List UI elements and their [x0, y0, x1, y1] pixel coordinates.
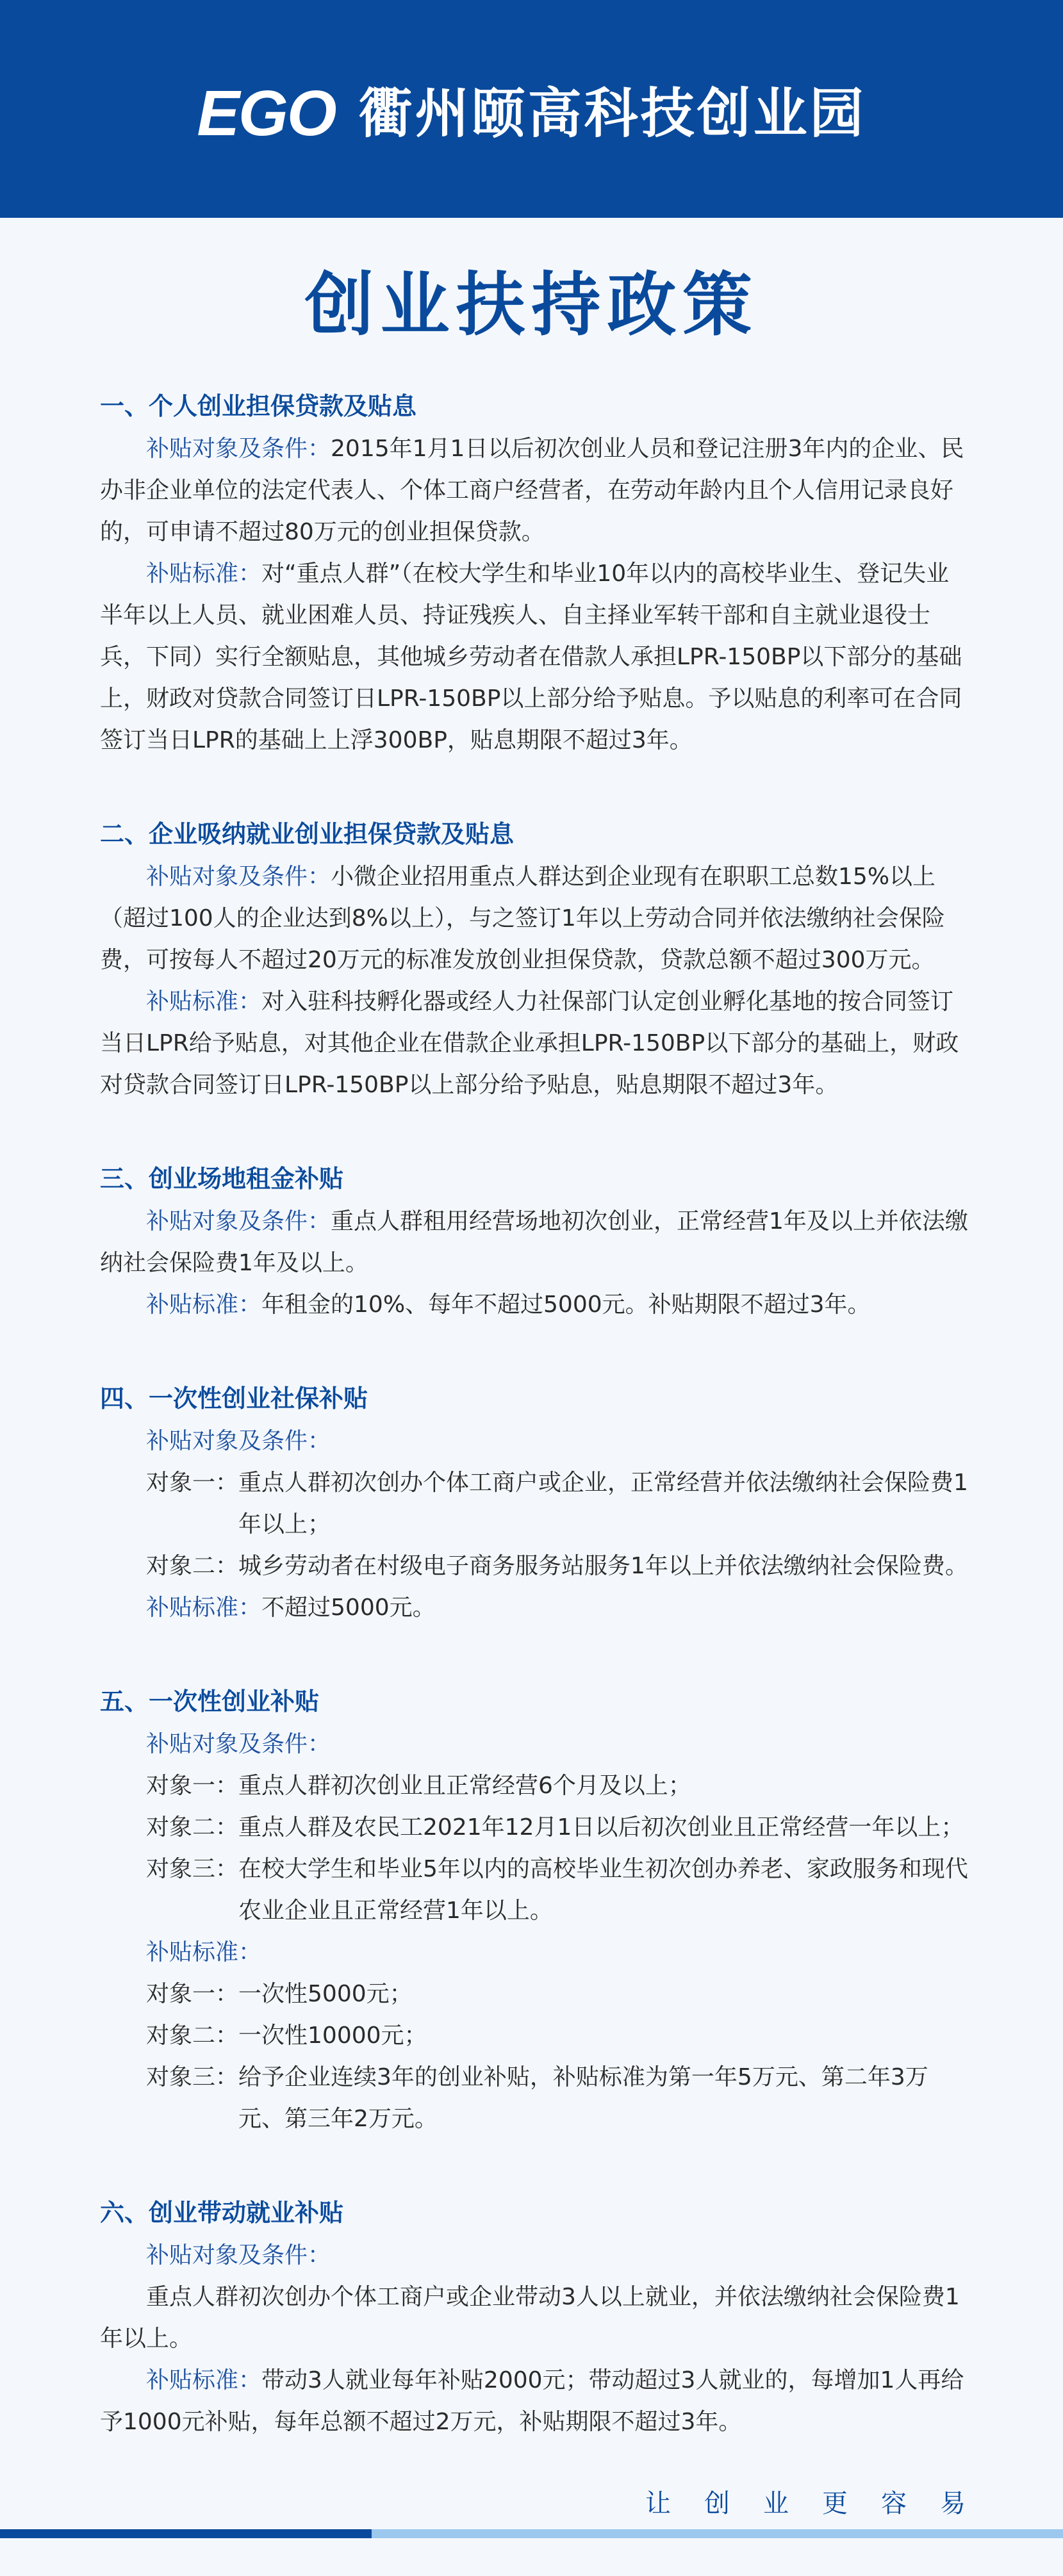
standard-item	[100, 2015, 971, 2056]
section-title: 五、一次性创业补贴	[100, 1687, 320, 1716]
standard-text: 对“重点人群”（在校大学生和毕业10年以内的高校毕业生、登记失业半年以上人员、就业困难人员、持证残疾人、自主择业军转干部和自主就业退役士兵，下同）实行全额贴息，其他城乡劳动者在借款人承担LPR-150BP以下部分的基础上，财政对贷款合同签订日LPR-150BP以上部分给予贴息。予以贴息的利率可在合同签订当日LPR的基础上上浮300BP，贴息期限不超过3年。	[100, 561, 962, 753]
standard-label: 补贴标准：	[146, 2367, 262, 2393]
standard-label: 补贴标准：	[146, 1292, 262, 1318]
section-3	[100, 1157, 971, 1325]
object-label: 对象一：	[146, 1773, 239, 1799]
object-item	[100, 1545, 971, 1587]
logo-text: 衢州颐高科技创业园	[358, 82, 866, 145]
policy-content	[100, 384, 971, 2494]
condition-text: 2015年1月1日以后初次创业人员和登记注册3年内的企业、民办非企业单位的法定代表人、个体工商户经营者，在劳动年龄内且个人信用记录良好的，可申请不超过80万元的创业担保贷款。	[100, 436, 964, 545]
object-item	[100, 1807, 971, 1848]
condition-text: 重点人群租用经营场地初次创业，正常经营1年及以上并依法缴纳社会保险费1年及以上。	[100, 1208, 968, 1276]
section-title: 四、一次性创业社保补贴	[100, 1384, 368, 1413]
object-text: 一次性5000元；	[238, 1981, 413, 2007]
condition-label: 补贴对象及条件：	[146, 1428, 331, 1454]
object-item	[100, 1848, 971, 1932]
standard-paragraph	[100, 553, 971, 761]
standard-paragraph	[100, 2359, 971, 2443]
condition-text: 小微企业招用重点人群达到企业现有在职职工总数15%以上（超过100人的企业达到8%以上），与之签订1年以上劳动合同并依法缴纳社会保险费，可按每人不超过20万元的标准发放创业担保贷款，贷款总额不超过300万元。	[100, 864, 945, 973]
condition-label: 补贴对象及条件：	[146, 2242, 331, 2268]
page-title: 创业扶持政策	[304, 265, 759, 345]
object-label: 对象一：	[146, 1981, 239, 2007]
object-text: 重点人群及农民工2021年12月1日以后初次创业且正常经营一年以上；	[238, 1814, 964, 1841]
section-5	[100, 1680, 971, 2140]
standard-text: 对入驻科技孵化器或经人力社保部门认定创业孵化基地的按合同签订当日LPR给予贴息，对其他企业在借款企业承担LPR-150BP以下部分的基础上，财政对贷款合同签订日LPR-150BP以上部分给予贴息，贴息期限不超过3年。	[100, 989, 959, 1098]
object-label: 对象二：	[146, 1553, 239, 1579]
standard-item	[100, 2056, 971, 2140]
object-label: 对象一：	[146, 1470, 239, 1496]
object-item	[100, 1462, 971, 1545]
standard-text: 带动3人就业每年补贴2000元；带动超过3人就业的，每增加1人再给予1000元补贴，每年总额不超过2万元，补贴期限不超过3年。	[100, 2367, 964, 2435]
condition-paragraph	[100, 428, 971, 553]
section-1	[100, 384, 971, 761]
object-label: 对象三：	[146, 2064, 239, 2090]
logo-mark: EGO	[197, 78, 336, 149]
object-label: 对象二：	[146, 2022, 239, 2049]
standard-paragraph	[100, 1284, 971, 1325]
object-text: 重点人群初次创业且正常经营6个月及以上；	[238, 1773, 691, 1799]
standard-text: 年租金的10%、每年不超过5000元。补贴期限不超过3年。	[261, 1292, 871, 1318]
object-text: 在校大学生和毕业5年以内的高校毕业生初次创办养老、家政服务和现代农业企业且正常经营1年以上。	[238, 1856, 968, 1924]
standard-paragraph	[100, 981, 971, 1106]
section-title: 一、个人创业担保贷款及贴息	[100, 392, 417, 420]
section-6	[100, 2191, 971, 2443]
condition-label: 补贴对象及条件：	[146, 1208, 331, 1235]
section-title: 二、企业吸纳就业创业担保贷款及贴息	[100, 820, 515, 848]
object-text: 重点人群初次创办个体工商户或企业，正常经营并依法缴纳社会保险费1年以上；	[238, 1470, 968, 1538]
condition-text: 重点人群初次创办个体工商户或企业带动3人以上就业，并依法缴纳社会保险费1年以上。	[100, 2284, 960, 2352]
standard-label: 补贴标准：	[146, 1939, 262, 1965]
standard-label: 补贴标准：	[146, 561, 262, 587]
section-2	[100, 812, 971, 1106]
condition-paragraph	[100, 856, 971, 981]
object-label: 对象二：	[146, 1814, 239, 1841]
section-title: 三、创业场地租金补贴	[100, 1165, 344, 1193]
object-text: 给予企业连续3年的创业补贴，补贴标准为第一年5万元、第二年3万元、第三年2万元。	[238, 2064, 928, 2132]
standard-label: 补贴标准：	[146, 989, 262, 1015]
condition-label: 补贴对象及条件：	[146, 864, 331, 890]
section-title: 六、创业带动就业补贴	[100, 2199, 344, 2227]
header-banner	[0, 0, 1063, 218]
standard-label: 补贴标准：	[146, 1595, 262, 1621]
standard-item	[100, 1973, 971, 2015]
object-text: 一次性10000元；	[238, 2022, 427, 2049]
footer-bar-dark	[0, 2529, 372, 2538]
condition-label: 补贴对象及条件：	[146, 1731, 331, 1757]
object-label: 对象三：	[146, 1856, 239, 1882]
footer-slogan: 让创业更容易	[645, 2489, 999, 2518]
section-4	[100, 1377, 971, 1628]
footer-bar-light	[372, 2529, 1063, 2538]
condition-paragraph	[100, 1201, 971, 1284]
object-text: 城乡劳动者在村级电子商务服务站服务1年以上并依法缴纳社会保险费。	[238, 1553, 968, 1579]
object-item	[100, 1765, 971, 1807]
standard-paragraph	[100, 1587, 971, 1628]
standard-text: 不超过5000元。	[261, 1595, 436, 1621]
logo	[0, 78, 1063, 149]
condition-label: 补贴对象及条件：	[146, 436, 331, 462]
